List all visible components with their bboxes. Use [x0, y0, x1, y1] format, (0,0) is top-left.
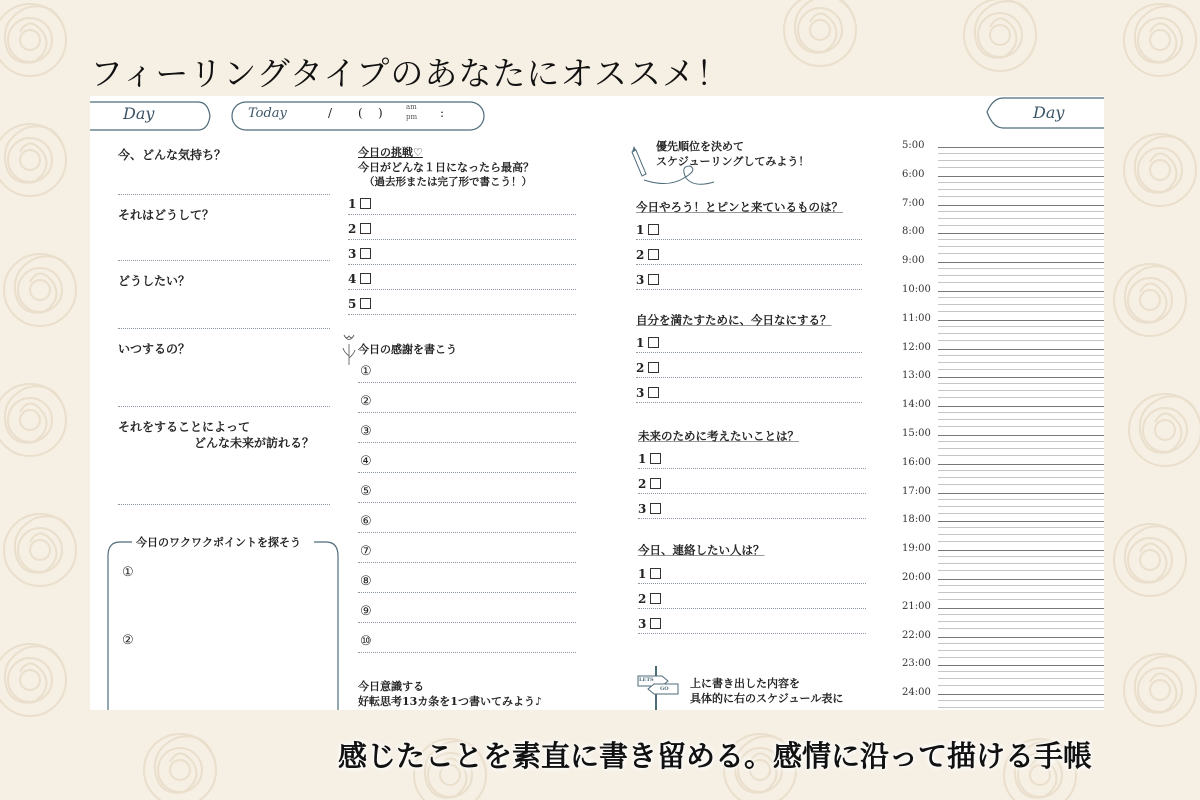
- conscious-line2: 好転思考13カ条を1つ書いてみよう♪: [358, 695, 542, 708]
- answer-line[interactable]: [118, 328, 330, 329]
- hour-line[interactable]: [938, 349, 1104, 350]
- quarter-line[interactable]: [938, 441, 1104, 442]
- checkbox[interactable]: [360, 273, 371, 284]
- gratitude-item: ①: [360, 364, 372, 379]
- self-title: 自分を満たすために、今日なにする？: [636, 313, 832, 327]
- time-label: 15:00: [902, 428, 931, 439]
- gratitude-item: ⑥: [360, 514, 372, 529]
- time-label: 19:00: [902, 543, 931, 555]
- quarter-line[interactable]: [938, 513, 1104, 514]
- conscious-line1: 今日意識する: [358, 680, 424, 693]
- answer-line[interactable]: [636, 264, 862, 265]
- quarter-line[interactable]: [938, 268, 1104, 269]
- quarter-line[interactable]: [938, 455, 1104, 456]
- item-number: 2: [348, 222, 357, 236]
- item-number: 1: [638, 567, 647, 581]
- item-number: 5: [348, 297, 357, 311]
- hour-line[interactable]: [938, 464, 1104, 465]
- quarter-line[interactable]: [938, 246, 1104, 247]
- item-number: 1: [636, 223, 645, 237]
- schedule-note-line1: 上に書き出した内容を: [690, 677, 800, 690]
- quarter-line[interactable]: [938, 527, 1104, 528]
- item-number: 3: [636, 386, 645, 400]
- checkbox[interactable]: [648, 274, 659, 285]
- quarter-line[interactable]: [938, 643, 1104, 644]
- time-label: 14:00: [902, 399, 931, 411]
- future-title: 未来のために考えたいことは？: [638, 429, 799, 443]
- hour-line[interactable]: [938, 147, 1104, 148]
- item-number: 2: [638, 477, 647, 491]
- quarter-line[interactable]: [938, 419, 1104, 420]
- challenge-item-3[interactable]: [348, 247, 371, 261]
- time-label: 16:00: [902, 456, 931, 468]
- item-number: 3: [638, 502, 647, 516]
- answer-line[interactable]: [638, 633, 866, 634]
- time-label: 20:00: [902, 572, 931, 583]
- quarter-line[interactable]: [938, 326, 1104, 327]
- answer-line[interactable]: [636, 377, 862, 378]
- hour-line[interactable]: [938, 521, 1104, 522]
- quarter-line[interactable]: [938, 685, 1104, 686]
- time-label: 10:00: [902, 284, 931, 295]
- gratitude-item: ⑤: [360, 484, 372, 499]
- todo-item-1[interactable]: [636, 223, 659, 237]
- hour-line[interactable]: [938, 291, 1104, 292]
- hour-line[interactable]: [938, 665, 1104, 666]
- quarter-line[interactable]: [938, 570, 1104, 571]
- quarter-line[interactable]: [938, 700, 1104, 701]
- time-label: 6:00: [902, 168, 925, 180]
- answer-line[interactable]: [348, 214, 576, 215]
- time-label: 18:00: [902, 514, 931, 526]
- quarter-line[interactable]: [938, 585, 1104, 586]
- item-number: 4: [348, 272, 357, 286]
- hour-line[interactable]: [938, 262, 1104, 263]
- quarter-line[interactable]: [938, 196, 1104, 197]
- quarter-line[interactable]: [938, 383, 1104, 384]
- quarter-line[interactable]: [938, 412, 1104, 413]
- quarter-line[interactable]: [938, 239, 1104, 240]
- quarter-line[interactable]: [938, 340, 1104, 341]
- hour-line[interactable]: [938, 550, 1104, 551]
- quarter-line[interactable]: [938, 253, 1104, 254]
- contact-item-3[interactable]: [638, 617, 661, 631]
- hour-line[interactable]: [938, 406, 1104, 407]
- answer-line[interactable]: [638, 608, 866, 609]
- answer-line[interactable]: [358, 382, 576, 383]
- future-item-2[interactable]: [638, 477, 661, 491]
- checkbox[interactable]: [650, 453, 661, 464]
- quarter-line[interactable]: [938, 678, 1104, 679]
- self-item-3[interactable]: [636, 386, 659, 400]
- answer-line[interactable]: [348, 314, 576, 315]
- quarter-line[interactable]: [938, 297, 1104, 298]
- checkbox[interactable]: [360, 223, 371, 234]
- question-future-line1: それをすることによって: [118, 420, 251, 434]
- quarter-line[interactable]: [938, 333, 1104, 334]
- answer-line[interactable]: [638, 518, 866, 519]
- answer-line[interactable]: [118, 260, 330, 261]
- todo-item-3[interactable]: [636, 273, 659, 287]
- challenge-line3: （過去形または完了形で書こう！）: [364, 176, 532, 188]
- quarter-line[interactable]: [938, 477, 1104, 478]
- quarter-line[interactable]: [938, 225, 1104, 226]
- quarter-line[interactable]: [938, 556, 1104, 557]
- hour-line[interactable]: [938, 205, 1104, 206]
- answer-line[interactable]: [358, 652, 576, 653]
- tulip-icon: [342, 332, 356, 366]
- quarter-line[interactable]: [938, 426, 1104, 427]
- quarter-line[interactable]: [938, 707, 1104, 708]
- day-label-right: Day: [1033, 103, 1065, 122]
- answer-line[interactable]: [118, 504, 330, 505]
- hour-line[interactable]: [938, 377, 1104, 378]
- time-label: 13:00: [902, 370, 931, 382]
- schedule-note-line2: 具体的に右のスケジュール表に: [690, 692, 844, 705]
- quarter-line[interactable]: [938, 311, 1104, 312]
- answer-line[interactable]: [636, 402, 862, 403]
- quarter-line[interactable]: [938, 397, 1104, 398]
- quarter-line[interactable]: [938, 211, 1104, 212]
- checkbox[interactable]: [648, 224, 659, 235]
- footer-caption: 感じたことを素直に書き留める。感情に沿って描ける手帳: [338, 739, 1093, 773]
- answer-line[interactable]: [358, 562, 576, 563]
- hour-line[interactable]: [938, 637, 1104, 638]
- hour-line[interactable]: [938, 579, 1104, 580]
- self-item-1[interactable]: [636, 336, 659, 350]
- answer-line[interactable]: [638, 583, 866, 584]
- time-label: 7:00: [902, 197, 925, 209]
- quarter-line[interactable]: [938, 448, 1104, 449]
- checkbox[interactable]: [650, 568, 661, 579]
- pm-label: pm: [406, 113, 418, 121]
- time-label: 21:00: [902, 600, 931, 612]
- answer-line[interactable]: [638, 468, 866, 469]
- hour-line[interactable]: [938, 608, 1104, 609]
- time-label: 22:00: [902, 629, 931, 641]
- priority-line2: スケジューリングしてみよう！: [656, 155, 810, 168]
- hour-line[interactable]: [938, 320, 1104, 321]
- quarter-line[interactable]: [938, 621, 1104, 622]
- answer-line[interactable]: [358, 412, 576, 413]
- answer-line[interactable]: [636, 239, 862, 240]
- time-label: 23:00: [902, 658, 931, 670]
- answer-line[interactable]: [118, 406, 330, 407]
- sign-top-text: LETS: [639, 677, 654, 683]
- item-number: 3: [638, 617, 647, 631]
- challenge-line2: 今日がどんな１日になったら最高？: [358, 161, 534, 174]
- item-number: 3: [636, 273, 645, 287]
- time-label: 24:00: [902, 687, 931, 699]
- answer-line[interactable]: [636, 352, 862, 353]
- signpost-icon: [636, 664, 682, 710]
- question-why: それはどうして？: [118, 208, 215, 222]
- am-label: am: [406, 103, 417, 111]
- item-number: 1: [638, 452, 647, 466]
- time-label: 17:00: [902, 485, 931, 497]
- waku-item-2: ②: [122, 633, 134, 648]
- sign-bottom-text: GO: [660, 686, 669, 692]
- checkbox[interactable]: [360, 248, 371, 259]
- challenge-item-4[interactable]: [348, 272, 371, 286]
- gratitude-title: 今日の感謝を書こう: [358, 343, 457, 356]
- today-label: Today: [248, 106, 287, 121]
- gratitude-item: ④: [360, 454, 372, 469]
- quarter-line[interactable]: [938, 671, 1104, 672]
- future-item-3[interactable]: [638, 502, 661, 516]
- gratitude-item: ⑨: [360, 604, 372, 619]
- priority-line1: 優先順位を決めて: [656, 140, 744, 153]
- quarter-line[interactable]: [938, 362, 1104, 363]
- waku-box-frame: [106, 540, 342, 710]
- answer-line[interactable]: [358, 622, 576, 623]
- quarter-line[interactable]: [938, 650, 1104, 651]
- hour-line[interactable]: [938, 233, 1104, 234]
- gratitude-item: ⑧: [360, 574, 372, 589]
- question-future-line2: どんな未来が訪れる？: [194, 436, 315, 450]
- quarter-line[interactable]: [938, 599, 1104, 600]
- time-label: 12:00: [902, 341, 931, 353]
- quarter-line[interactable]: [938, 189, 1104, 190]
- hour-line[interactable]: [938, 176, 1104, 177]
- item-number: 3: [348, 247, 357, 261]
- quarter-line[interactable]: [938, 657, 1104, 658]
- quarter-line[interactable]: [938, 153, 1104, 154]
- quarter-line[interactable]: [938, 534, 1104, 535]
- quarter-line[interactable]: [938, 470, 1104, 471]
- checkbox[interactable]: [360, 298, 371, 309]
- quarter-line[interactable]: [938, 592, 1104, 593]
- time-label: 5:00: [902, 140, 925, 151]
- gratitude-item: ③: [360, 424, 372, 439]
- self-item-2[interactable]: [636, 361, 659, 375]
- quarter-line[interactable]: [938, 182, 1104, 183]
- time-label: 9:00: [902, 255, 925, 267]
- quarter-line[interactable]: [938, 275, 1104, 276]
- contact-title: 今日、連絡したい人は？: [638, 543, 765, 557]
- answer-line[interactable]: [358, 502, 576, 503]
- answer-line[interactable]: [638, 493, 866, 494]
- answer-line[interactable]: [636, 289, 862, 290]
- quarter-line[interactable]: [938, 499, 1104, 500]
- item-number: 2: [636, 361, 645, 375]
- hour-line[interactable]: [938, 435, 1104, 436]
- question-feeling: 今、どんな気持ち？: [118, 148, 227, 162]
- quarter-line[interactable]: [938, 167, 1104, 168]
- time-colon: :: [440, 106, 445, 120]
- challenge-item-5[interactable]: [348, 297, 371, 311]
- challenge-title: 今日の挑戦♡: [358, 146, 423, 159]
- quarter-line[interactable]: [938, 614, 1104, 615]
- date-paren: ( ): [358, 106, 383, 120]
- quarter-line[interactable]: [938, 160, 1104, 161]
- question-want: どうしたい？: [118, 274, 191, 288]
- date-slash: /: [328, 106, 333, 120]
- headline: フィーリングタイプのあなたにオススメ！: [90, 54, 731, 93]
- checkbox[interactable]: [650, 593, 661, 604]
- quarter-line[interactable]: [938, 506, 1104, 507]
- waku-title: 今日のワクワクポイントを探そう: [136, 536, 301, 549]
- quarter-line[interactable]: [938, 355, 1104, 356]
- answer-line[interactable]: [358, 472, 576, 473]
- quarter-line[interactable]: [938, 484, 1104, 485]
- checkbox[interactable]: [650, 618, 661, 629]
- quarter-line[interactable]: [938, 282, 1104, 283]
- question-when: いつするの？: [118, 342, 191, 356]
- answer-line[interactable]: [358, 442, 576, 443]
- challenge-item-2[interactable]: [348, 222, 371, 236]
- quarter-line[interactable]: [938, 369, 1104, 370]
- hour-line[interactable]: [938, 694, 1104, 695]
- challenge-item-1[interactable]: [348, 197, 371, 211]
- quarter-line[interactable]: [938, 563, 1104, 564]
- answer-line[interactable]: [358, 592, 576, 593]
- answer-line[interactable]: [348, 239, 576, 240]
- item-number: 1: [348, 197, 357, 211]
- todo-item-2[interactable]: [636, 248, 659, 262]
- future-item-1[interactable]: [638, 452, 661, 466]
- quarter-line[interactable]: [938, 218, 1104, 219]
- quarter-line[interactable]: [938, 541, 1104, 542]
- checkbox[interactable]: [650, 478, 661, 489]
- hour-line[interactable]: [938, 493, 1104, 494]
- checkbox[interactable]: [360, 198, 371, 209]
- quarter-line[interactable]: [938, 390, 1104, 391]
- answer-line[interactable]: [348, 289, 576, 290]
- gratitude-item: ②: [360, 394, 372, 409]
- answer-line[interactable]: [348, 264, 576, 265]
- quarter-line[interactable]: [938, 304, 1104, 305]
- checkbox[interactable]: [650, 503, 661, 514]
- item-number: 1: [636, 336, 645, 350]
- item-number: 2: [636, 248, 645, 262]
- todo-title: 今日やろう！とピンと来ているものは？: [636, 200, 843, 214]
- time-label: 8:00: [902, 226, 925, 238]
- contact-item-1[interactable]: [638, 567, 661, 581]
- gratitude-item: ⑦: [360, 544, 372, 559]
- quarter-line[interactable]: [938, 628, 1104, 629]
- checkbox[interactable]: [648, 337, 659, 348]
- answer-line[interactable]: [118, 194, 330, 195]
- checkbox[interactable]: [648, 387, 659, 398]
- checkbox[interactable]: [648, 362, 659, 373]
- waku-item-1: ①: [122, 565, 134, 580]
- answer-line[interactable]: [358, 532, 576, 533]
- day-label-left: Day: [123, 104, 155, 123]
- contact-item-2[interactable]: [638, 592, 661, 606]
- item-number: 2: [638, 592, 647, 606]
- checkbox[interactable]: [648, 249, 659, 260]
- planner-sheet: [90, 96, 1104, 710]
- time-label: 11:00: [902, 312, 931, 324]
- gratitude-item: ⑩: [360, 634, 372, 649]
